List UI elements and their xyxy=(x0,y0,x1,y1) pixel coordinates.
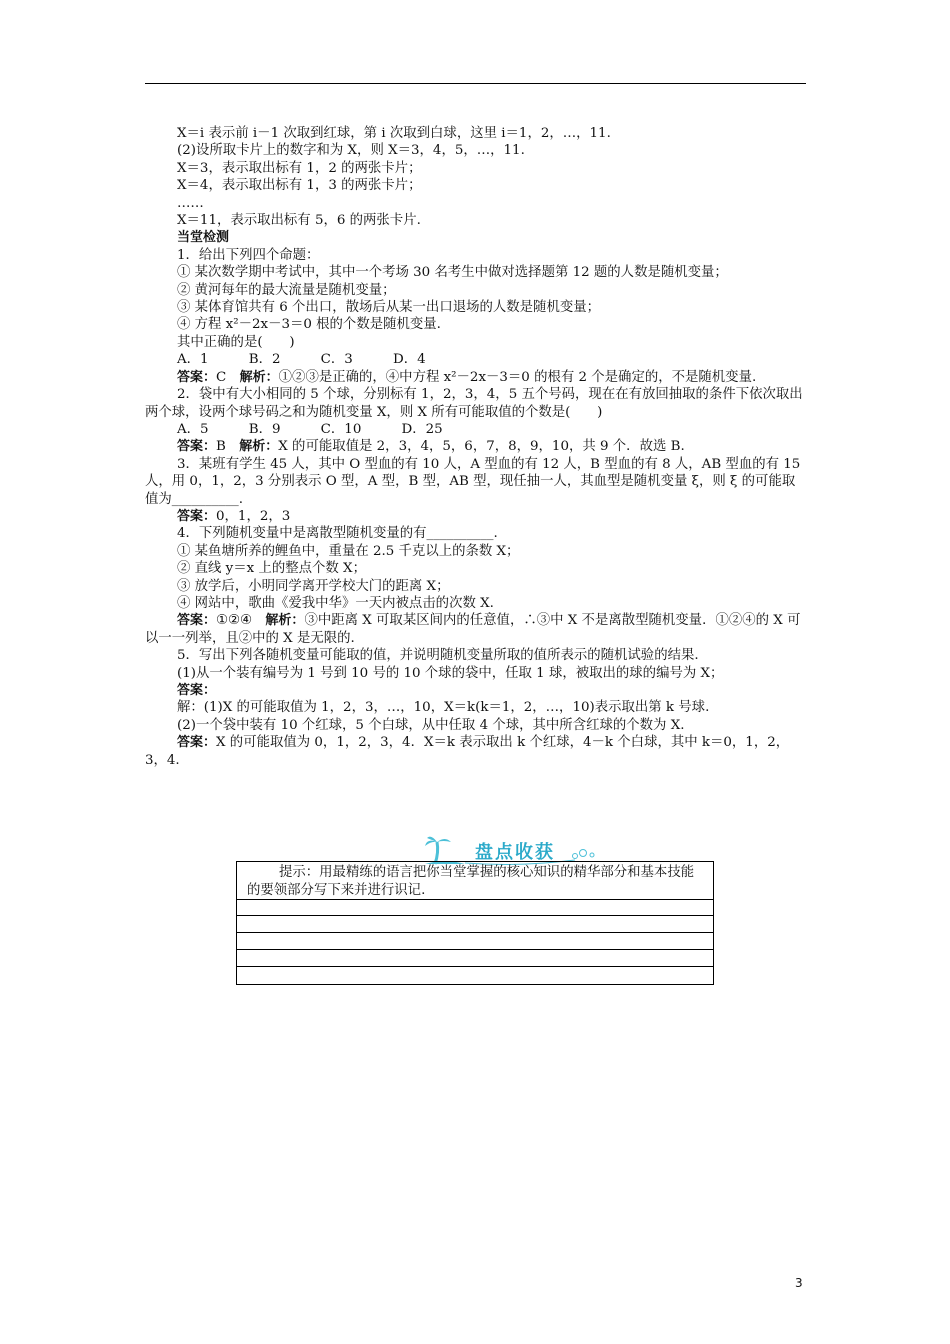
section-title: 当堂检测 xyxy=(177,230,230,246)
q2-answer xyxy=(145,438,807,455)
q5-stem: 5．写出下列各随机变量可能取的值，并说明随机变量所取的值所表示的随机试验的结果. xyxy=(177,648,699,664)
summary-box xyxy=(236,861,714,985)
analysis-text: X 的可能取值是 2，3，4，5，6，7，8，9，10，共 9 个．故选 B. xyxy=(278,439,685,455)
answer-label: 答案： xyxy=(177,613,217,629)
q4-item: ③ 放学后，小明同学离开学校大门的距离 X； xyxy=(177,578,450,594)
q5-solution1: 解：(1)X 的可能取值为 1，2，3，…，10，X＝k(k＝1，2，…，10)表示取出第 k 号球. xyxy=(177,700,710,716)
q1-item: ③ 某体育馆共有 6 个出口，散场后从某一出口退场的人数是随机变量； xyxy=(177,300,601,316)
summary-tip: 提示：用最精练的语言把你当堂掌握的核心知识的精华部分和基本技能的要领部分写下来并进行识记. xyxy=(247,865,695,898)
q1-item: ② 黄河每年的最大流量是随机变量； xyxy=(177,282,396,298)
writing-line xyxy=(237,932,713,933)
header-rule xyxy=(145,83,806,84)
page-content xyxy=(145,125,807,769)
answer-label: 答案： xyxy=(177,369,217,385)
writing-line xyxy=(237,915,713,916)
answer-value: C xyxy=(216,369,227,385)
q5-part1: (1)从一个装有编号为 1 号到 10 号的 10 个球的袋中，任取 1 球，被取出的球的编号为 X； xyxy=(177,665,724,681)
q5-part2: (2)一个袋中装有 10 个红球，5 个白球，从中任取 4 个球，其中所含红球的个数为 X. xyxy=(177,717,685,733)
answer-value: B xyxy=(216,439,226,455)
writing-line xyxy=(237,966,713,967)
writing-line xyxy=(237,949,713,950)
writing-line xyxy=(237,899,713,900)
answer-label: 答案： xyxy=(177,508,217,524)
answer-label: 答案： xyxy=(177,683,217,698)
q4-stem: 4．下列随机变量中是离散型随机变量的有__________. xyxy=(177,526,498,542)
q4-item: ④ 网站中，歌曲《爱我中华》一天内被点击的次数 X. xyxy=(177,595,494,611)
q1-ask: 其中正确的是( ) xyxy=(177,334,295,350)
q3-answer xyxy=(145,508,807,525)
analysis-label: 解析： xyxy=(239,439,279,455)
text-line: X＝i 表示前 i－1 次取到红球，第 i 次取到白球，这里 i＝1，2，…，11. xyxy=(177,126,611,141)
q1-item: ④ 方程 x²－2x－3＝0 根的个数是随机变量. xyxy=(177,317,441,333)
text-line: X＝4，表示取出标有 1，3 的两张卡片； xyxy=(177,178,422,194)
analysis-label: 解析： xyxy=(239,369,279,385)
q4-answer xyxy=(145,612,807,647)
answer-value: X 的可能取值为 0，1，2，3，4．X＝k 表示取出 k 个红球，4－k 个白球，其中 k＝0，1，2，3，4. xyxy=(145,735,790,768)
q4-item: ① 某鱼塘所养的鲤鱼中，重量在 2.5 千克以上的条数 X； xyxy=(177,543,520,559)
analysis-label: 解析： xyxy=(265,613,305,629)
q1-options: A．1 B．2 C．3 D．4 xyxy=(177,352,426,368)
summary-title: 盘点收获 xyxy=(475,842,555,863)
q1-answer xyxy=(145,369,807,386)
page-number: 3 xyxy=(795,1276,803,1290)
text-line: …… xyxy=(177,195,204,211)
answer-value: ①②④ xyxy=(216,613,253,629)
q1-item: ① 某次数学期中考试中，其中一个考场 30 名考生中做对选择题第 12 题的人数是随机变量； xyxy=(177,265,728,281)
q1-stem: 1．给出下列四个命题： xyxy=(177,247,320,263)
text-line: X＝11，表示取出标有 5，6 的两张卡片. xyxy=(177,213,421,229)
answer-label: 答案： xyxy=(177,735,217,751)
q5-answer2 xyxy=(145,734,807,769)
answer-label: 答案： xyxy=(177,439,217,455)
q2-options: A．5 B．9 C．10 D．25 xyxy=(177,421,443,437)
q2-stem: 2．袋中有大小相同的 5 个球，分别标有 1，2，3，4，5 五个号码，现在在有放回抽取的条件下依次取出两个球，设两个球号码之和为随机变量 X，则 X 所有可能取值的个数是( ) xyxy=(145,387,803,420)
text-line: X＝3，表示取出标有 1，2 的两张卡片； xyxy=(177,160,422,176)
analysis-text: ①②③是正确的，④中方程 x²－2x－3＝0 的根有 2 个是确定的，不是随机变量. xyxy=(278,369,757,385)
q3-stem: 3．某班有学生 45 人，其中 O 型血的有 10 人，A 型血的有 12 人，B 型血的有 8 人，AB 型血的有 15 人，用 0，1，2，3 分别表示 O 型，A 型，B 型，AB 型，现任抽一人，其血型是随机变量 ξ，则 ξ 的可能取值为__________. xyxy=(145,456,801,507)
analysis-text: ③中距离 X 可取某区间内的任意值，∴③中 X 不是离散型随机变量．①②④的 X 可以一一列举，且②中的 X 是无限的. xyxy=(145,613,801,646)
text-line: (2)设所取卡片上的数字和为 X，则 X＝3，4，5，…，11. xyxy=(177,143,525,159)
q4-item: ② 直线 y＝x 上的整点个数 X； xyxy=(177,561,366,577)
answer-value: 0，1，2，3 xyxy=(216,508,291,524)
